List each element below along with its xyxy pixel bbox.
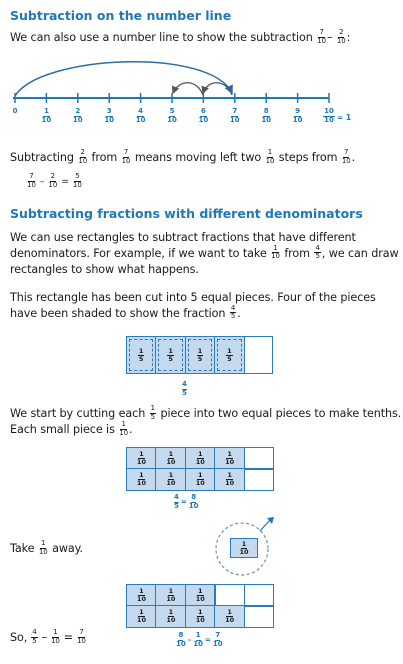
rect3-caption: 8 10 – $\frac{1}{10}$ = $\frac{7}{10}$ — [176, 631, 223, 648]
tenth-cell: 1 10 — [155, 447, 186, 470]
tenth-cell: 1 10 — [185, 584, 216, 607]
fifths-rectangle — [126, 336, 273, 374]
long-arc-arrow — [15, 62, 232, 96]
tenth-cell — [244, 584, 275, 607]
tenth-cell — [214, 584, 245, 607]
number-line-label: 0 — [12, 107, 18, 115]
fifth-cell: 1 5 — [127, 337, 156, 373]
tenth-cell: 1 10 — [185, 605, 216, 628]
tenth-cell — [244, 447, 275, 470]
number-line — [0, 55, 403, 115]
fraction: $\frac{2}{10}$ — [336, 28, 346, 45]
number-line-label: 5 10 — [167, 107, 177, 124]
fifth-cell: 1 5 — [186, 337, 215, 373]
tenth-cell: 1 10 — [126, 447, 157, 470]
tenth-cell: 1 10 — [155, 468, 186, 491]
tenth-cell — [244, 468, 275, 491]
paragraph-1: We can use rectangles to subtract fractions that have different denominators. For example, if we want to take $\frac{1}{10}$ from $\frac{4}{5}$ , we can draw rectangles to show what happens. — [10, 231, 399, 276]
section-heading-number-line: Subtraction on the number line — [10, 8, 232, 23]
tenth-cell: 1 10 — [214, 605, 245, 628]
number-line-label: 3 10 — [104, 107, 115, 124]
number-line-label: 4 10 — [135, 107, 146, 124]
fifth-cell: 1 5 — [156, 337, 185, 373]
tenth-cell: 1 10 — [155, 584, 186, 607]
tenth-cell: 1 10 — [126, 605, 157, 628]
tenth-cell: 1 10 — [214, 447, 245, 470]
number-line-label: 2 10 — [72, 107, 83, 124]
result-rectangle — [126, 584, 273, 626]
tenth-cell — [244, 605, 275, 628]
number-line-label: 6 10 — [198, 107, 209, 124]
tenth-cell: 1 10 — [126, 468, 157, 491]
rect1-caption: 4 5 — [182, 380, 187, 397]
tenth-cell: 1 10 — [185, 447, 216, 470]
paragraph-2: This rectangle has been cut into 5 equal pieces. Four of the pieces have been shaded to show the fraction $\frac{4}{5}$ . — [10, 291, 376, 320]
number-line-label: 1 10 — [41, 107, 52, 124]
number-line-label: 8 10 — [261, 107, 272, 124]
section-heading-different-denominators: Subtracting fractions with different denominators — [10, 206, 363, 221]
number-line-label: 10 10 — [324, 107, 334, 124]
step-arrow-2 — [173, 83, 203, 95]
tenth-cell: 1 10 — [126, 584, 157, 607]
number-line-label: 9 10 — [292, 107, 303, 124]
fifth-cell: 1 5 — [215, 337, 244, 373]
tenth-cell: 1 10 — [214, 468, 245, 491]
rect2-caption: $\frac{4}{5}$ = $\frac{8}{10}$ — [174, 493, 199, 510]
step-arrow-1 — [203, 83, 232, 95]
empty-fifth-cell — [245, 337, 272, 373]
tenth-cell: 1 10 — [185, 468, 216, 491]
conclusion-text: So, 4 5 – $\frac{1}{10}$ = $\frac{7}{10}$ — [10, 628, 86, 645]
tenths-rectangle — [126, 447, 273, 489]
take-away-text: Take $\frac{1}{10}$ away. — [10, 539, 84, 556]
explanation-text: Subtracting $\frac{2}{10}$ from $\frac{7}{10}$ means moving left two $\frac{1}{10}$ steps from $\frac{7}{10}$ . — [10, 148, 356, 165]
equals-one-label: = 1 — [337, 113, 352, 122]
equation-line: 7 10 – $\frac{2}{10}$ = $\frac{5}{10}$ — [27, 172, 82, 189]
number-line-label: 7 10 — [229, 107, 240, 124]
paragraph-3: We start by cutting each $\frac{1}{5}$ piece into two equal pieces to make tenths. Each small piece is $\frac{1}{10}$ . — [10, 404, 402, 437]
tenth-cell: 1 10 — [155, 605, 186, 628]
fraction: $\frac{7}{10}$ — [317, 28, 326, 45]
intro-text: We can also use a number line to show the subtraction $\frac{7}{10}$ – $\frac{2}{10}$ : — [10, 28, 351, 45]
removed-tenth-piece: 1 10 — [230, 538, 258, 558]
